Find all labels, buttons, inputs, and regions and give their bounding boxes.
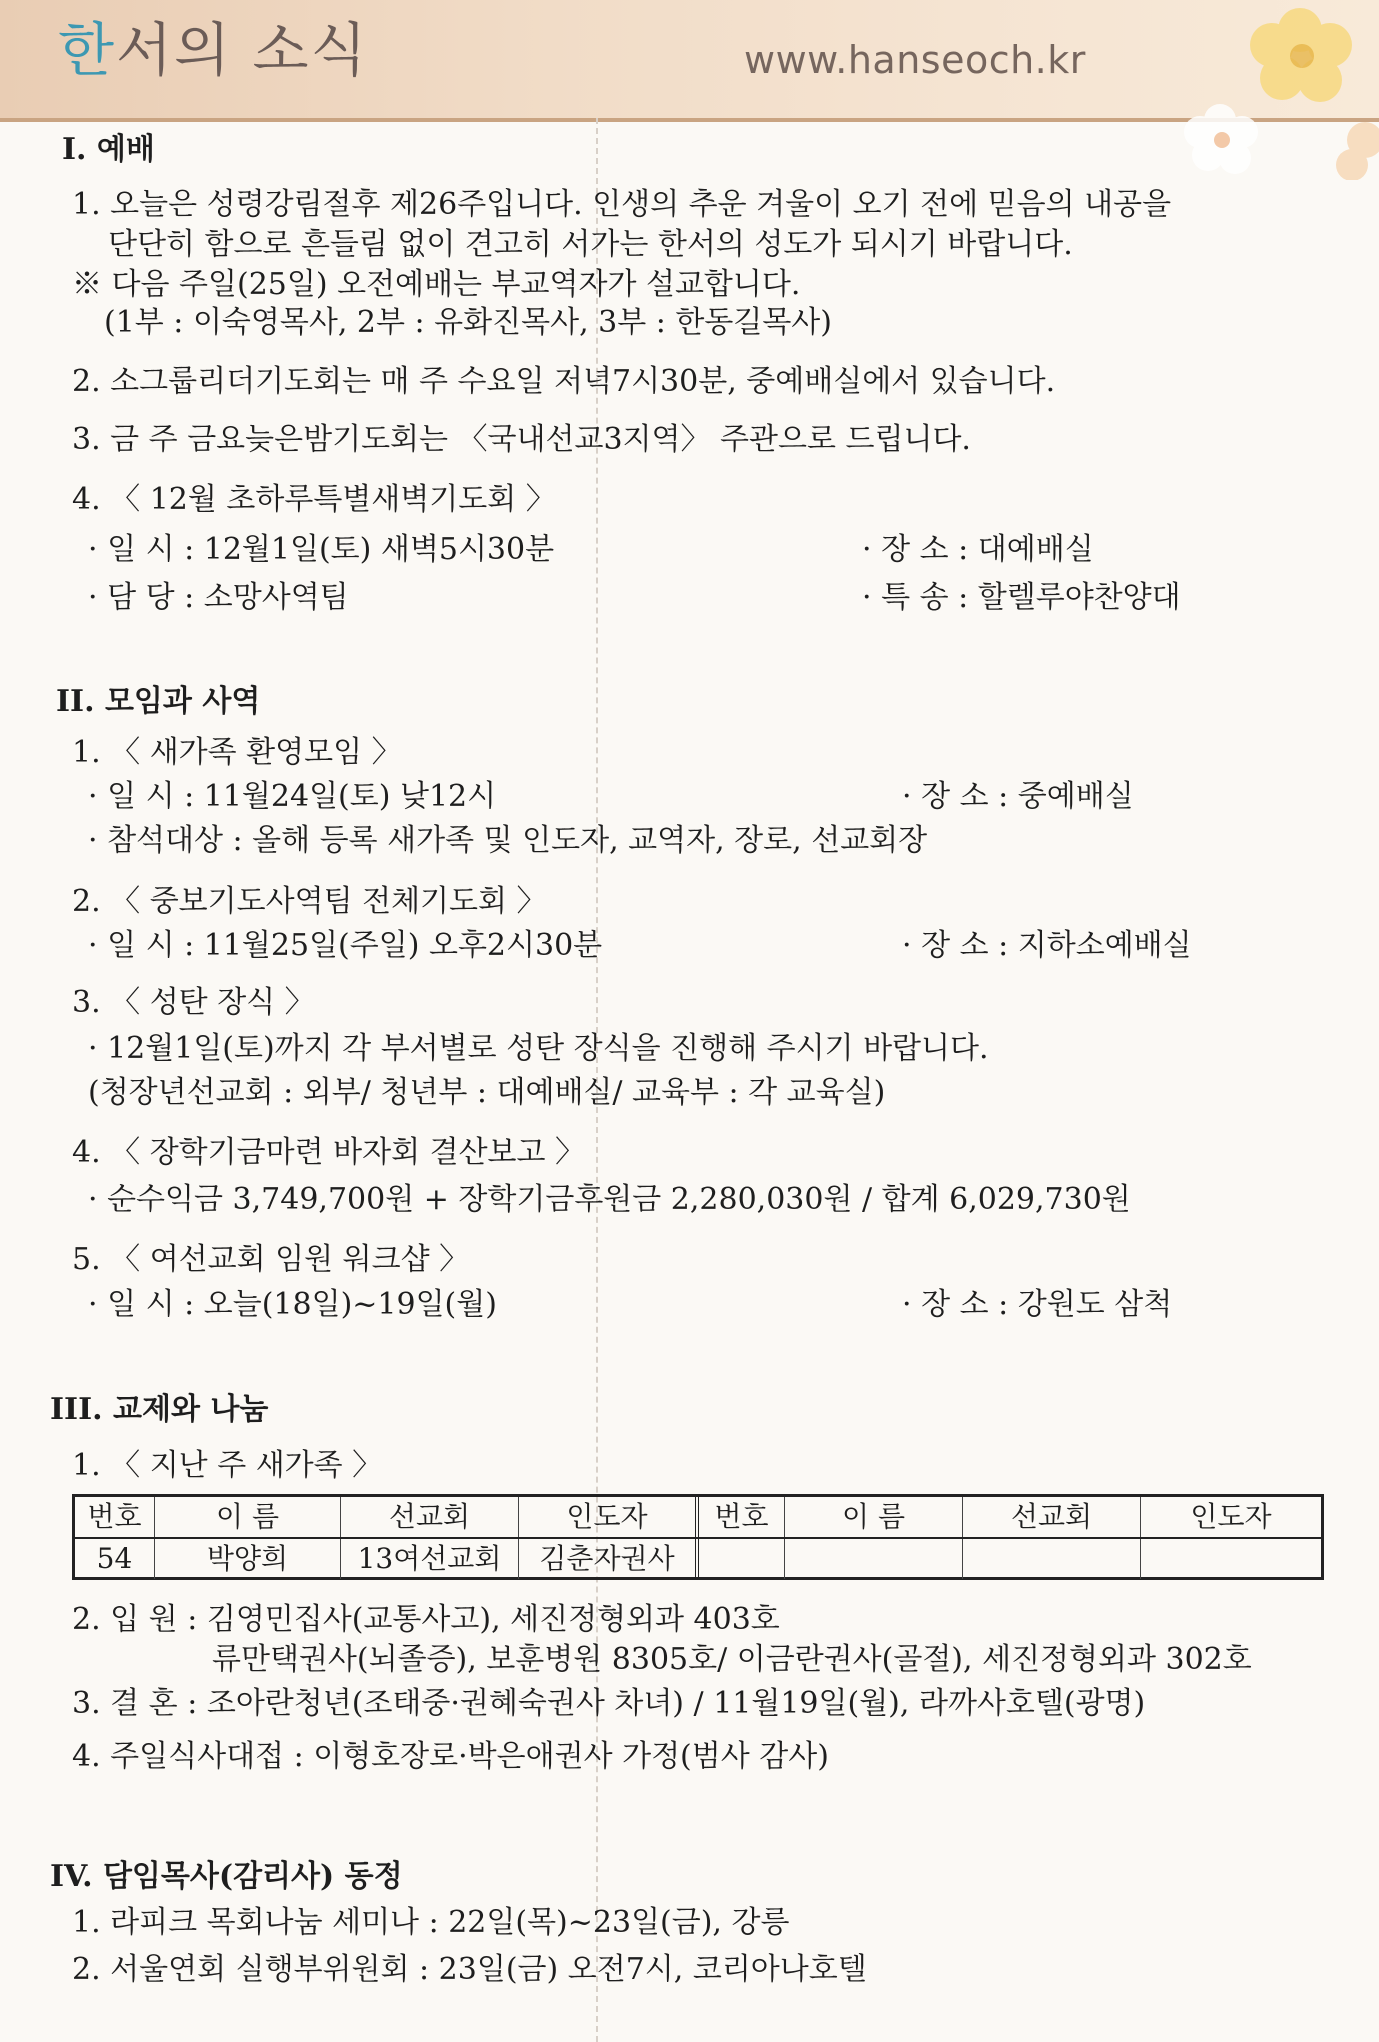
meeting-item-1: 1. 〈 새가족 환영모임 〉 [72, 735, 402, 770]
section-title-meetings: II. 모임과 사역 [56, 684, 261, 719]
table-row [75, 1539, 1321, 1579]
table-header-cell: 선교회 [963, 1497, 1141, 1537]
meeting-item-4: 4. 〈 장학기금마련 바자회 결산보고 〉 [72, 1135, 586, 1170]
meeting-item-3: 3. 〈 성탄 장식 〉 [72, 985, 315, 1020]
title-highlight: 한 [58, 16, 117, 84]
table-header-row [75, 1497, 1321, 1539]
worship-item-2: 2. 소그룹리더기도회는 매 주 수요일 저녁7시30분, 중예배실에서 있습니다. [72, 364, 1056, 399]
worship-item-4-place: · 장 소 : 대예배실 [862, 532, 1094, 567]
website-url[interactable]: www.hanseoch.kr [744, 38, 1086, 82]
table-cell [963, 1539, 1141, 1579]
new-members-table [72, 1494, 1324, 1580]
flower-decoration-icon [1180, 0, 1379, 180]
meeting-item-2: 2. 〈 중보기도사역팀 전체기도회 〉 [72, 884, 547, 919]
table-cell: 박양희 [155, 1539, 341, 1579]
newsletter-title [58, 10, 369, 90]
meeting-item-1-place: · 장 소 : 중예배실 [902, 779, 1134, 814]
worship-item-4-song: · 특 송 : 할렐루야찬양대 [862, 580, 1181, 615]
section-title-pastor-schedule: IV. 담임목사(감리사) 동정 [50, 1859, 403, 1894]
table-cell: 13여선교회 [341, 1539, 519, 1579]
table-header-cell: 번호 [699, 1497, 785, 1537]
worship-item-1-line-2: 단단히 함으로 흔들림 없이 견고히 서가는 한서의 성도가 되시기 바랍니다. [108, 227, 1073, 262]
pastor-item-2: 2. 서울연회 실행부위원회 : 23일(금) 오전7시, 코리아나호텔 [72, 1952, 867, 1987]
meeting-item-3-line-1: · 12월1일(토)까지 각 부서별로 성탄 장식을 진행해 주시기 바랍니다. [88, 1031, 989, 1066]
fellowship-item-4: 4. 주일식사대접 : 이형호장로·박은애권사 가정(범사 감사) [72, 1739, 829, 1774]
table-header-cell: 인도자 [1190, 1500, 1272, 1533]
meeting-item-3-line-2: (청장년선교회 : 외부/ 청년부 : 대예배실/ 교육부 : 각 교육실) [88, 1075, 886, 1110]
worship-note: ※ 다음 주일(25일) 오전예배는 부교역자가 설교합니다. [72, 267, 801, 302]
meeting-item-4-line-1: · 순수익금 3,749,700원 + 장학기금후원금 2,280,030원 / 합계 6,029,730원 [88, 1182, 1131, 1217]
table-cell [785, 1539, 963, 1579]
fellowship-item-3: 3. 결 혼 : 조아란청년(조태중·권혜숙권사 차녀) / 11월19일(월), 라까사호텔(광명) [72, 1686, 1146, 1721]
fellowship-item-2-line-1: 2. 입 원 : 김영민집사(교통사고), 세진정형외과 403호 [72, 1602, 780, 1637]
meeting-item-1-date: · 일 시 : 11월24일(토) 낮12시 [88, 779, 497, 814]
worship-item-4: 4. 〈 12월 초하루특별새벽기도회 〉 [72, 482, 556, 517]
pastor-item-1: 1. 라피크 목회나눔 세미나 : 22일(목)~23일(금), 강릉 [72, 1905, 790, 1940]
worship-item-1-line-1: 1. 오늘은 성령강림절후 제26주입니다. 인생의 추운 겨울이 오기 전에 믿음의 내공을 [72, 187, 1172, 222]
worship-item-4-lead: · 담 당 : 소망사역팀 [88, 580, 349, 615]
table-header-cell: 이 름 [155, 1497, 341, 1537]
fellowship-item-2-line-2: 류만택권사(뇌졸증), 보훈병원 8305호/ 이금란권사(골절), 세진정형외과 302호 [212, 1642, 1252, 1677]
title-rest: 서의 소식 [116, 16, 369, 84]
worship-item-4-date: · 일 시 : 12월1일(토) 새벽5시30분 [88, 532, 555, 567]
fellowship-item-1: 1. 〈 지난 주 새가족 〉 [72, 1448, 383, 1483]
table-cell: 김춘자권사 [519, 1539, 699, 1579]
meeting-item-5-date: · 일 시 : 오늘(18일)~19일(월) [88, 1287, 497, 1322]
table-header-cell: 이 름 [785, 1497, 963, 1537]
table-cell [1141, 1539, 1321, 1579]
meeting-item-2-date: · 일 시 : 11월25일(주일) 오후2시30분 [88, 928, 603, 963]
table-cell [699, 1539, 785, 1579]
meeting-item-5-place: · 장 소 : 강원도 삼척 [902, 1287, 1173, 1322]
header-banner [0, 0, 1379, 122]
meeting-item-5: 5. 〈 여선교회 임원 워크샵 〉 [72, 1242, 470, 1277]
table-header-cell: 번호 [75, 1497, 155, 1537]
table-header-cell: 선교회 [341, 1497, 519, 1537]
meeting-item-1-target: · 참석대상 : 올해 등록 새가족 및 인도자, 교역자, 장로, 선교회장 [88, 823, 928, 858]
worship-note-preachers: (1부 : 이숙영목사, 2부 : 유화진목사, 3부 : 한동길목사) [104, 305, 832, 340]
meeting-item-2-place: · 장 소 : 지하소예배실 [902, 928, 1192, 963]
section-title-worship: I. 예배 [62, 132, 155, 167]
section-title-fellowship: III. 교제와 나눔 [50, 1392, 269, 1427]
table-header-cell: 인도자 [519, 1497, 699, 1537]
table-cell: 54 [75, 1539, 155, 1579]
worship-item-3: 3. 금 주 금요늦은밤기도회는 〈국내선교3지역〉 주관으로 드립니다. [72, 422, 971, 457]
